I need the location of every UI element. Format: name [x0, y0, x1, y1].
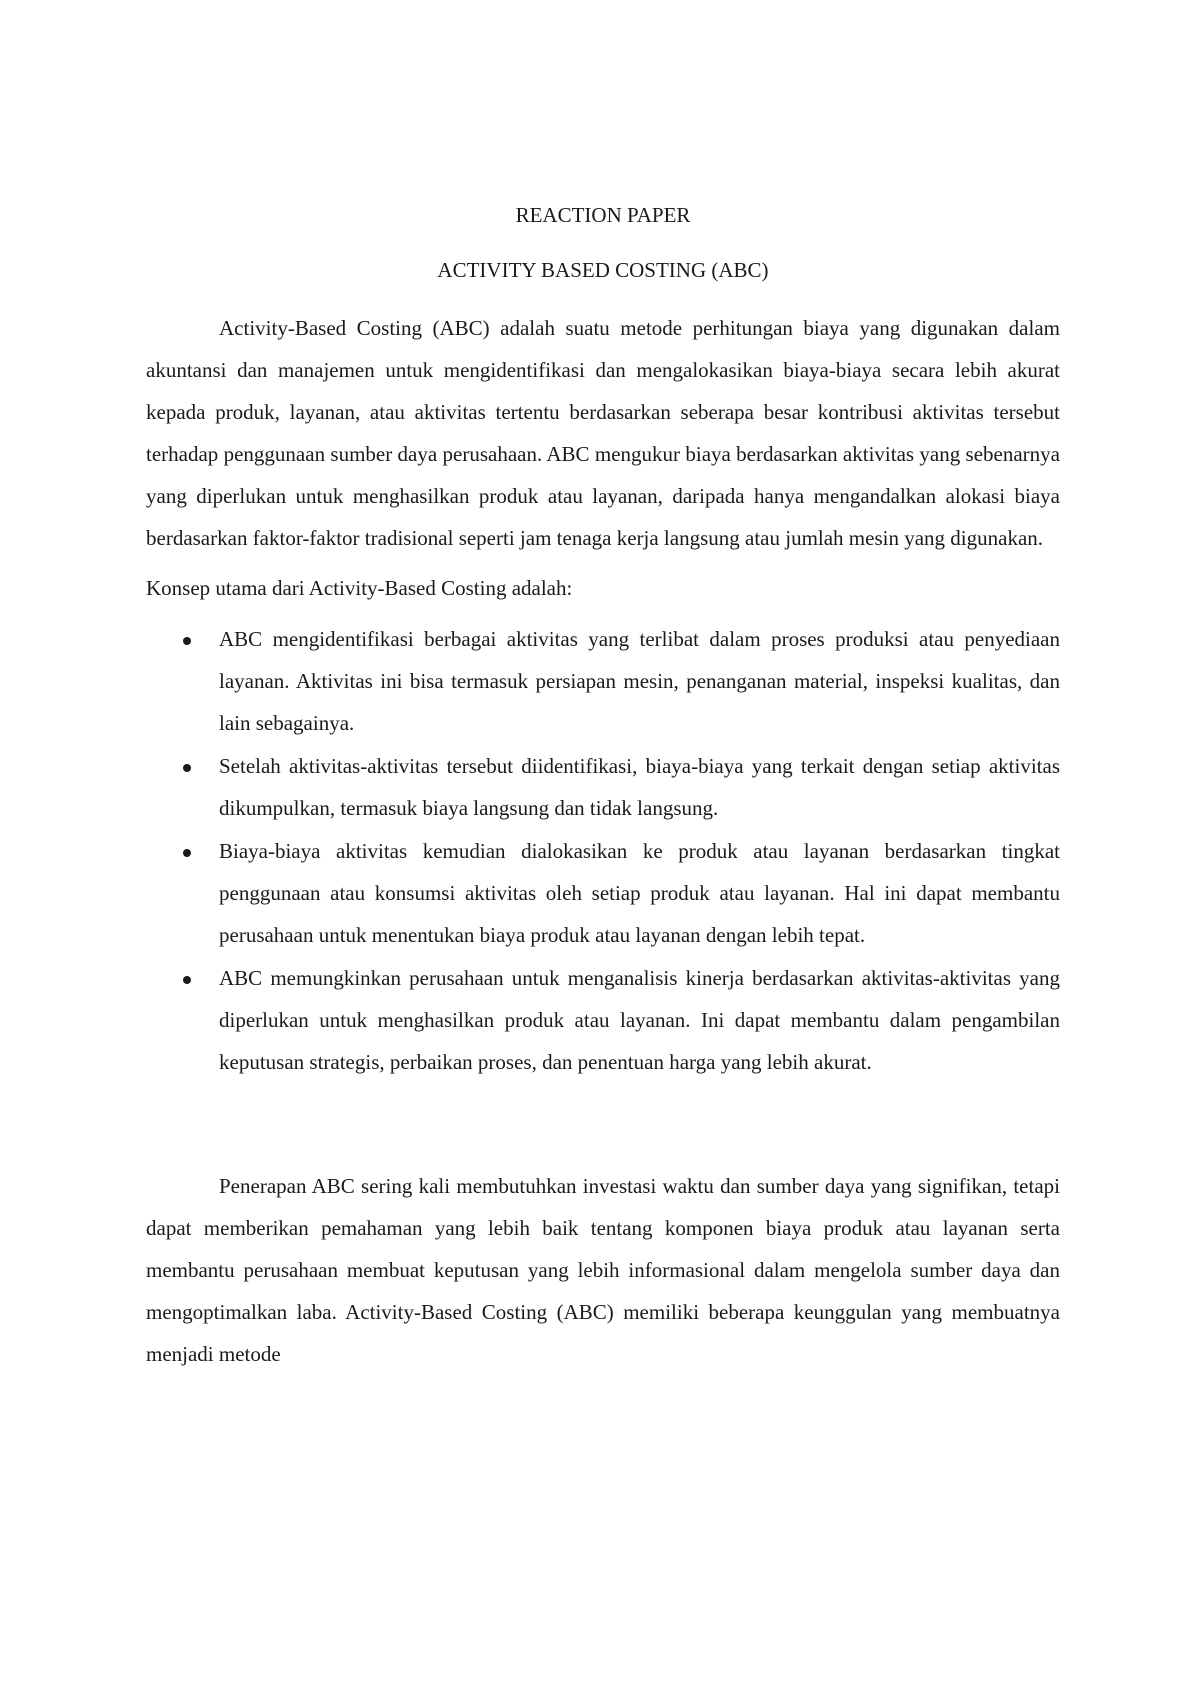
bullet-icon — [183, 976, 191, 984]
document-subtitle: ACTIVITY BASED COSTING (ABC) — [437, 258, 769, 282]
list-item-text: Biaya-biaya aktivitas kemudian dialokasikan ke produk atau layanan berdasarkan tingkat penggunaan atau konsumsi aktivitas oleh setiap produk atau layanan. Hal ini dapat membantu perusahaan untuk menentukan biaya produk atau layanan dengan lebih tepat. — [219, 839, 1060, 947]
closing-paragraph: Penerapan ABC sering kali membutuhkan investasi waktu dan sumber daya yang signifikan, tetapi dapat memberikan pemahaman yang lebih baik tentang komponen biaya produk atau layanan serta membantu perusahaan membuat keputusan yang lebih informasional dalam mengelola sumber daya dan mengoptimalkan laba. Activity-Based Costing (ABC) memiliki beberapa keunggulan yang membuatnya menjadi metode — [146, 1174, 1060, 1366]
list-item-text: Setelah aktivitas-aktivitas tersebut diidentifikasi, biaya-biaya yang terkait dengan setiap aktivitas dikumpulkan, termasuk biaya langsung dan tidak langsung. — [219, 754, 1060, 820]
concept-list — [146, 618, 1060, 1083]
list-item — [146, 618, 1060, 744]
intro-paragraph: Activity-Based Costing (ABC) adalah suatu metode perhitungan biaya yang digunakan dalam akuntansi dan manajemen untuk mengidentifikasi dan mengalokasikan biaya-biaya secara lebih akurat kepada produk, layanan, atau aktivitas tertentu berdasarkan seberapa besar kontribusi aktivitas tersebut terhadap penggunaan sumber daya perusahaan. ABC mengukur biaya berdasarkan aktivitas yang sebenarnya yang diperlukan untuk menghasilkan produk atau layanan, daripada hanya mengandalkan alokasi biaya berdasarkan faktor-faktor tradisional seperti jam tenaga kerja langsung atau jumlah mesin yang digunakan. — [146, 316, 1060, 550]
bullet-icon — [183, 849, 191, 857]
list-item — [146, 745, 1060, 829]
list-item — [146, 957, 1060, 1083]
concept-intro: Konsep utama dari Activity-Based Costing adalah: — [146, 576, 573, 600]
list-item — [146, 830, 1060, 956]
list-item-text: ABC memungkinkan perusahaan untuk menganalisis kinerja berdasarkan aktivitas-aktivitas yang diperlukan untuk menghasilkan produk atau layanan. Ini dapat membantu dalam pengambilan keputusan strategis, perbaikan proses, dan penentuan harga yang lebih akurat. — [219, 966, 1060, 1074]
bullet-icon — [183, 637, 191, 645]
bullet-icon — [183, 764, 191, 772]
document-body — [146, 200, 1060, 1375]
list-item-text: ABC mengidentifikasi berbagai aktivitas yang terlibat dalam proses produksi atau penyediaan layanan. Aktivitas ini bisa termasuk persiapan mesin, penanganan material, inspeksi kualitas, dan lain sebagainya. — [219, 627, 1060, 735]
document-title: REACTION PAPER — [515, 203, 691, 227]
